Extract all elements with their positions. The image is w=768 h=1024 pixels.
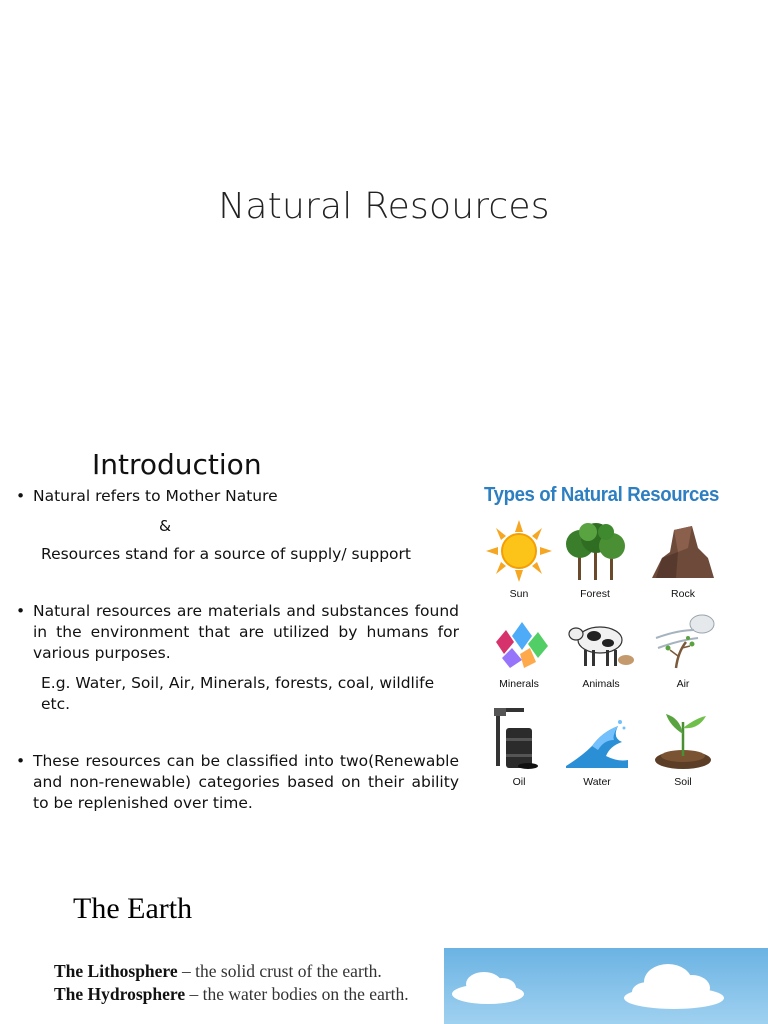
resource-water [556,706,638,802]
resource-soil [642,706,724,802]
infographic-title: Types of Natural Resources [484,484,719,506]
resource-rock [642,518,724,614]
resource-minerals [478,608,560,704]
intro-ampersand: & [159,517,172,535]
intro-classification-paragraph: These resources can be classified into two(Renewable and non-renewable) categories based on their ability to be replenished over time. [33,752,459,812]
forest-icon [560,518,630,584]
intro-line-resources: Resources stand for a source of supply/ support [41,545,411,563]
lithosphere-term: The Lithosphere [54,961,178,981]
sun-icon [484,518,554,584]
title-slide [0,0,768,432]
earth-slide [0,864,768,1024]
wind-icon [648,608,718,674]
introduction-slide [0,432,768,864]
rock-icon [648,518,718,584]
hydrosphere-term: The Hydrosphere [54,984,186,1004]
bullet-glyph: • [16,602,26,620]
bullet-glyph: • [16,487,26,505]
resource-label: Minerals [499,678,539,690]
slide-title: Natural Resources [218,186,550,227]
resource-oil [478,706,560,802]
sprout-icon [648,706,718,772]
sky-clouds-image [444,948,768,1024]
resource-sun [478,518,560,614]
hydrosphere-description: – the water bodies on the earth. [185,984,409,1004]
earth-spheres-text [54,960,426,1006]
resource-label: Water [583,776,611,788]
resource-air [642,608,724,704]
resource-label: Oil [512,776,526,788]
bullet-glyph: • [16,752,26,770]
introduction-heading: Introduction [92,448,262,481]
oil-barrel-icon [484,706,554,772]
resource-label: Soil [674,776,692,788]
water-wave-icon [562,706,632,772]
intro-line-mother-nature: Natural refers to Mother Nature [33,487,278,505]
earth-heading: The Earth [73,892,193,925]
intro-definition-paragraph: Natural resources are materials and substances found in the environment that are utilized by humans for various purposes. [33,602,459,662]
resource-label: Air [676,678,690,690]
resource-animals [560,608,642,704]
types-of-natural-resources-image [478,480,726,824]
resource-label: Animals [582,678,620,690]
lithosphere-description: – the solid crust of the earth. [177,961,382,981]
resource-forest [554,518,636,614]
resource-label: Rock [671,588,695,600]
resource-label: Forest [580,588,610,600]
minerals-icon [484,608,554,674]
intro-examples: E.g. Water, Soil, Air, Minerals, forests, coal, wildlife etc. [41,674,435,713]
cow-icon [566,608,636,674]
resource-label: Sun [509,588,529,600]
